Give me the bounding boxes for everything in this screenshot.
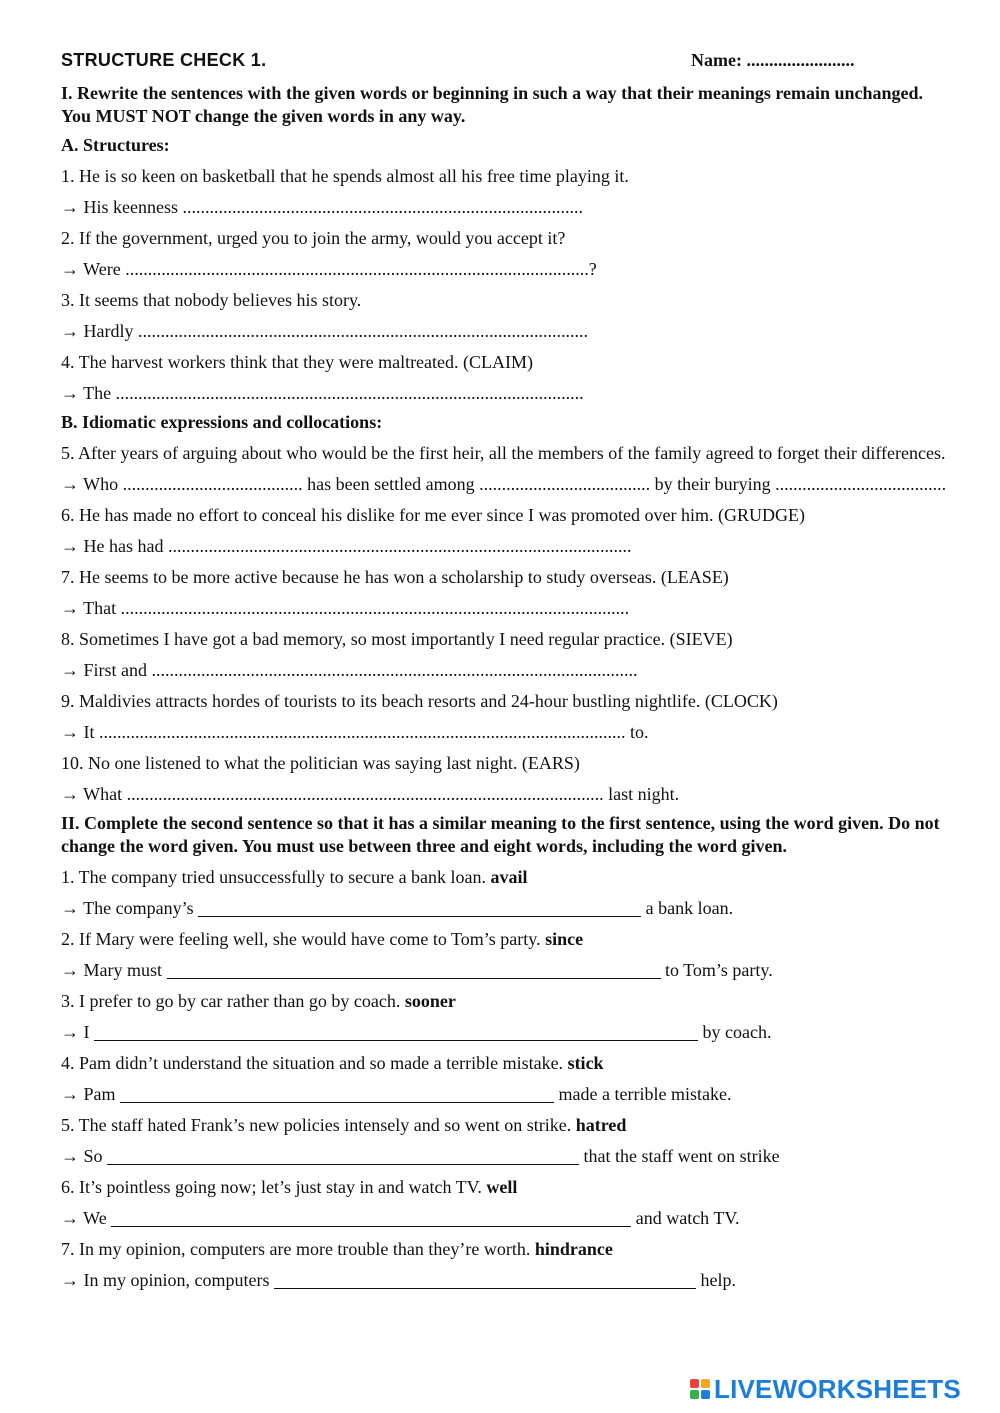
question-text: 9. Maldivies attracts hordes of tourists to its beach resorts and 24-hour bustling nightlife. (CLOCK) <box>61 691 778 711</box>
keyword: since <box>545 929 584 949</box>
keyword: hatred <box>575 1115 627 1135</box>
section-2-heading: II. Complete the second sentence so that it has a similar meaning to the first sentence, using the word given. Do not change the word given. You must use between three and eight words, including the word given. <box>61 813 940 856</box>
answer-blank[interactable] <box>198 898 641 917</box>
answer-line[interactable]: → It ..................................................................................................................... to. <box>61 722 649 742</box>
answer-blank[interactable] <box>274 1270 696 1289</box>
section-b-items <box>61 442 956 806</box>
page-title: STRUCTURE CHECK 1. <box>61 50 267 70</box>
question-text: 6. He has made no effort to conceal his dislike for me ever since I was promoted over him. (GRUDGE) <box>61 505 805 525</box>
keyword: avail <box>490 867 528 887</box>
worksheet <box>61 50 956 1292</box>
answer-line: → We and watch TV. <box>61 1208 740 1228</box>
answer-blank[interactable] <box>167 960 661 979</box>
answer-line: → So that the staff went on strike <box>61 1146 780 1166</box>
answer-line[interactable]: → Who ........................................ has been settled among ...................................... by their burying ...................................... <box>61 474 947 494</box>
question-text: 5. After years of arguing about who would be the first heir, all the members of the family agreed to forget their differences. <box>61 443 946 463</box>
question-text: 3. I prefer to go by car rather than go by coach. sooner <box>61 991 456 1011</box>
brand-text: LIVEWORKSHEETS <box>714 1373 961 1404</box>
question-text: 3. It seems that nobody believes his story. <box>61 290 362 310</box>
question-text: 1. The company tried unsuccessfully to secure a bank loan. avail <box>61 867 528 887</box>
answer-line: → Mary must to Tom’s party. <box>61 960 773 980</box>
section-a-items <box>61 165 956 405</box>
answer-line[interactable]: → Were .......................................................................................................? <box>61 259 597 279</box>
question-text: 7. In my opinion, computers are more trouble than they’re worth. hindrance <box>61 1239 613 1259</box>
keyword: well <box>486 1177 518 1197</box>
section-2-items <box>61 866 956 1292</box>
liveworksheets-watermark <box>690 1374 961 1404</box>
answer-line: → The company’s a bank loan. <box>61 898 734 918</box>
question-text: 7. He seems to be more active because he has won a scholarship to study overseas. (LEASE) <box>61 567 729 587</box>
question-text: 4. Pam didn’t understand the situation and so made a terrible mistake. stick <box>61 1053 604 1073</box>
answer-blank[interactable] <box>94 1022 698 1041</box>
question-text: 5. The staff hated Frank’s new policies intensely and so went on strike. hatred <box>61 1115 627 1135</box>
question-text: 1. He is so keen on basketball that he spends almost all his free time playing it. <box>61 166 629 186</box>
answer-blank[interactable] <box>107 1146 579 1165</box>
section-1-heading: I. Rewrite the sentences with the given words or beginning in such a way that their meanings remain unchanged. You MUST NOT change the given words in any way. <box>61 83 924 126</box>
answer-line[interactable]: → His keenness ......................................................................................... <box>61 197 583 217</box>
keyword: stick <box>567 1053 604 1073</box>
subsection-b-heading: B. Idiomatic expressions and collocations: <box>61 412 383 432</box>
logo-square-orange <box>701 1379 710 1388</box>
liveworksheets-logo-icon <box>690 1379 710 1399</box>
answer-line[interactable]: → That ................................................................................................................. <box>61 598 630 618</box>
answer-blank[interactable] <box>120 1084 554 1103</box>
logo-square-blue <box>701 1390 710 1399</box>
keyword: sooner <box>404 991 456 1011</box>
question-text: 6. It’s pointless going now; let’s just stay in and watch TV. well <box>61 1177 518 1197</box>
name-field[interactable]: Name: ........................ <box>691 50 855 70</box>
keyword: hindrance <box>534 1239 613 1259</box>
header <box>61 50 956 76</box>
subsection-a-heading: A. Structures: <box>61 135 170 155</box>
logo-square-red <box>690 1379 699 1388</box>
question-text: 8. Sometimes I have got a bad memory, so most importantly I need regular practice. (SIEVE) <box>61 629 733 649</box>
answer-line[interactable]: → Hardly .................................................................................................... <box>61 321 588 341</box>
answer-line[interactable]: → What .......................................................................................................... last night. <box>61 784 680 804</box>
answer-line[interactable]: → He has had ....................................................................................................... <box>61 536 632 556</box>
answer-blank[interactable] <box>111 1208 631 1227</box>
answer-line: → Pam made a terrible mistake. <box>61 1084 732 1104</box>
answer-line: → In my opinion, computers help. <box>61 1270 736 1290</box>
question-text: 4. The harvest workers think that they were maltreated. (CLAIM) <box>61 352 534 372</box>
answer-line[interactable]: → First and ............................................................................................................ <box>61 660 638 680</box>
answer-line[interactable]: → The ........................................................................................................ <box>61 383 584 403</box>
question-text: 10. No one listened to what the politician was saying last night. (EARS) <box>61 753 580 773</box>
question-text: 2. If Mary were feeling well, she would have come to Tom’s party. since <box>61 929 584 949</box>
question-text: 2. If the government, urged you to join the army, would you accept it? <box>61 228 566 248</box>
logo-square-green <box>690 1390 699 1399</box>
answer-line: → I by coach. <box>61 1022 772 1042</box>
